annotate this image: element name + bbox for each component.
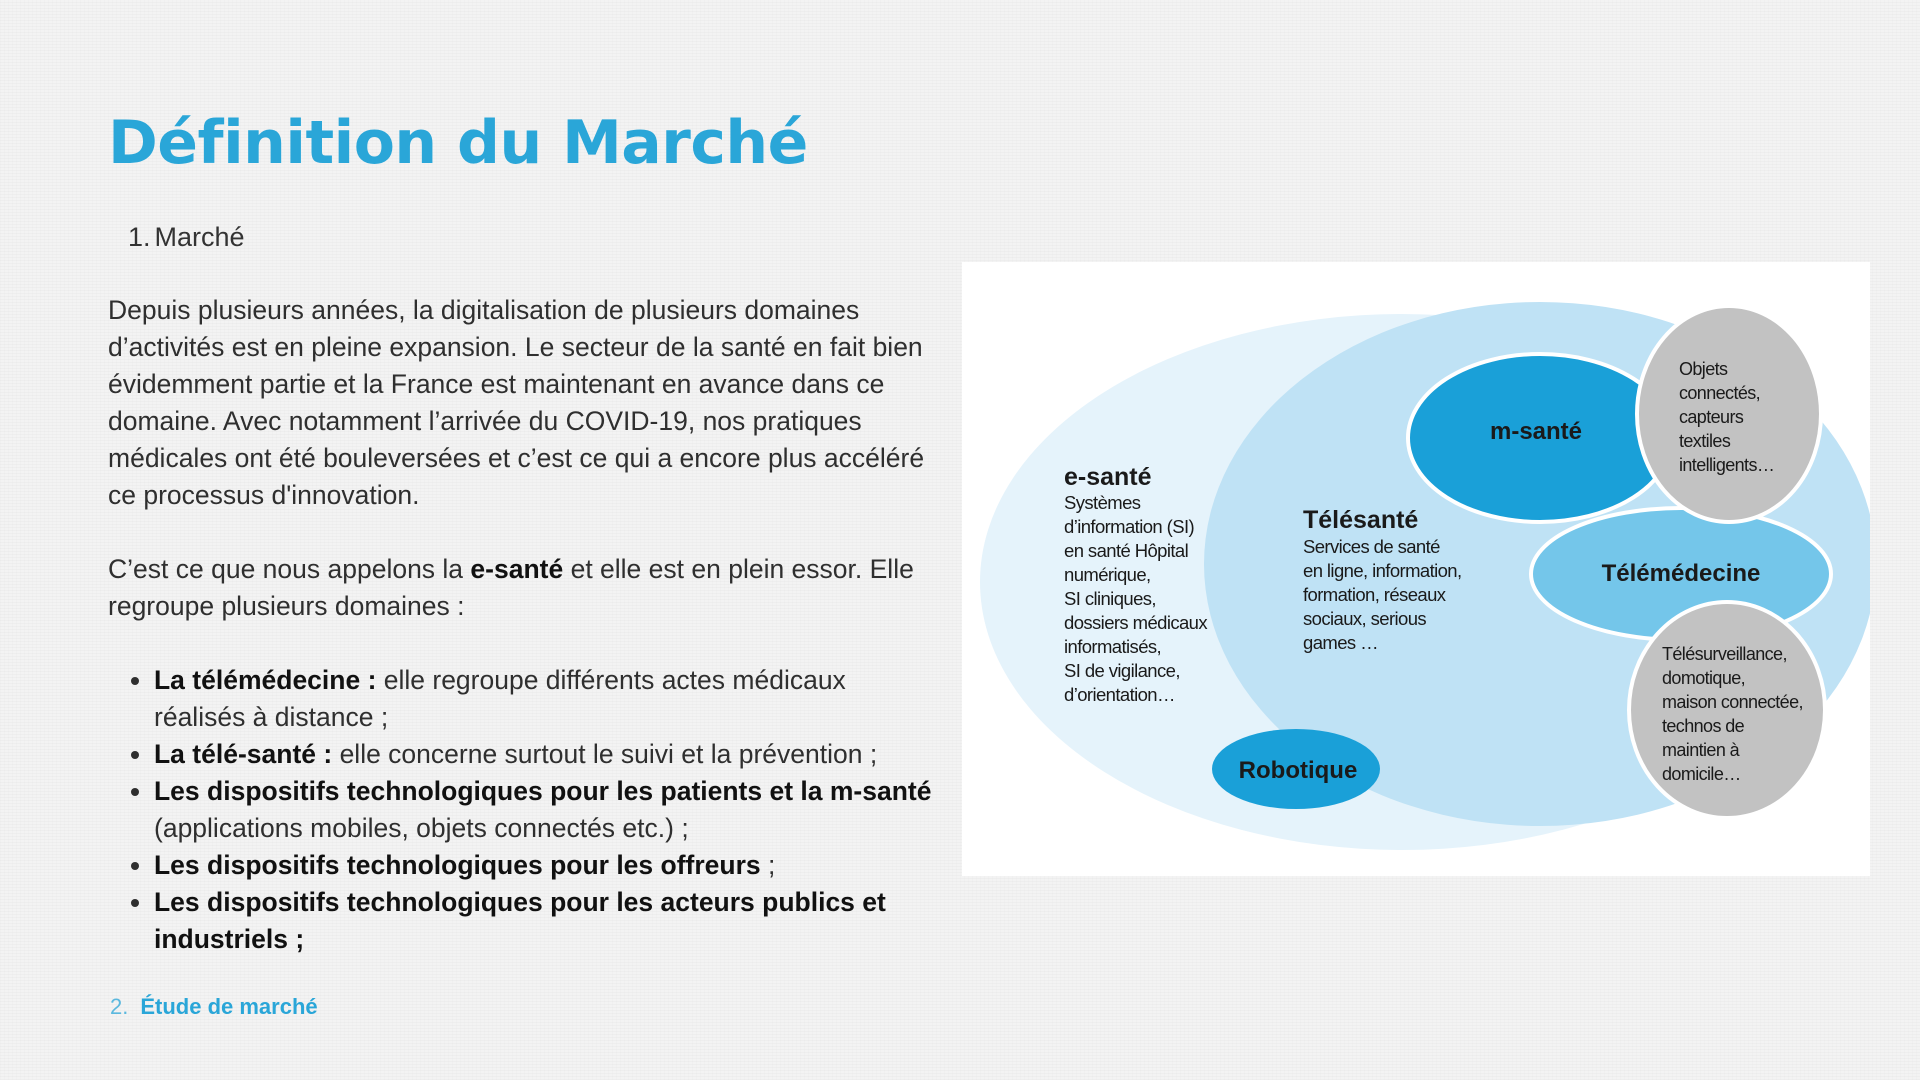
esante-line: Systèmes	[1064, 492, 1141, 513]
section-2-label: Étude de marché	[140, 994, 318, 1019]
list-item	[154, 884, 944, 958]
esante-line: numérique,	[1064, 564, 1151, 585]
esante-line: en santé Hôpital	[1064, 540, 1189, 561]
list-item	[154, 847, 944, 884]
objets-line: capteurs	[1679, 407, 1744, 427]
domain-list	[108, 662, 944, 958]
telesurveillance-line: technos de	[1662, 716, 1745, 736]
paragraph-esante	[108, 551, 944, 625]
section-2-link[interactable]	[110, 994, 318, 1020]
list-item-bold: Les dispositifs technologiques pour les offreurs	[154, 850, 761, 880]
paragraph-intro: Depuis plusieurs années, la digitalisation de plusieurs domaines d’activités est en pleine expansion. Le secteur de la santé en fait bien évidemment partie et la France est maintenant en avance dans ce domaine. Avec notamment l’arrivée du COVID-19, nos pratiques médicales ont été bouleversées et c’est ce qui a encore plus accéléré ce processus d'innovation.	[108, 295, 925, 510]
section-1-label: Marché	[154, 222, 245, 252]
section-1-number: 1.	[128, 222, 151, 252]
esante-line: SI de vigilance,	[1064, 660, 1180, 681]
list-item	[154, 736, 944, 773]
telemedecine-title: Télémédecine	[1601, 560, 1761, 587]
telesurveillance-line: domicile…	[1662, 764, 1741, 784]
objets-line: textiles	[1679, 431, 1731, 451]
section-1-heading	[128, 222, 245, 253]
section-2-number: 2.	[110, 994, 129, 1019]
list-item-bold: La télé-santé :	[154, 739, 333, 769]
body-text	[108, 292, 944, 958]
objets-line: intelligents…	[1679, 455, 1775, 475]
paragraph-esante-before: C’est ce que nous appelons la	[108, 554, 471, 584]
list-item-text: elle concerne surtout le suivi et la prévention ;	[332, 739, 878, 769]
esante-line: d’orientation…	[1064, 684, 1175, 705]
list-item-text: (applications mobiles, objets connectés etc.) ;	[154, 813, 689, 843]
telesurveillance-line: maison connectée,	[1662, 692, 1803, 712]
telesante-line: formation, réseaux	[1303, 584, 1446, 605]
list-item-text: ;	[760, 850, 776, 880]
telesante-title: Télésanté	[1303, 506, 1419, 534]
esante-line: SI cliniques,	[1064, 588, 1156, 609]
list-item-text: elle regroupe différents actes médicaux réalisés à distance ;	[154, 665, 846, 732]
telesante-line: en ligne, information,	[1303, 560, 1462, 581]
list-item	[154, 773, 944, 847]
esante-line: informatisés,	[1064, 636, 1162, 657]
slide-title: Définition du Marché	[108, 108, 808, 178]
list-item-bold: Les dispositifs technologiques pour les acteurs publics et industriels ;	[154, 887, 886, 954]
esante-title: e-santé	[1064, 463, 1152, 491]
esante-line: dossiers médicaux	[1064, 612, 1208, 633]
telesurveillance-line: maintien à	[1662, 740, 1740, 760]
objets-line: connectés,	[1679, 383, 1761, 403]
telesante-line: Services de santé	[1303, 536, 1440, 557]
esante-line: d’information (SI)	[1064, 516, 1195, 537]
esante-diagram	[962, 262, 1870, 876]
telesurveillance-line: Télésurveillance,	[1662, 644, 1787, 664]
objets-line: Objets	[1679, 359, 1728, 379]
msante-title: m-santé	[1489, 418, 1583, 445]
telesurveillance-line: domotique,	[1662, 668, 1746, 688]
telesante-line: games …	[1303, 632, 1378, 653]
list-item-bold: La télémédecine :	[154, 665, 377, 695]
list-item-bold: Les dispositifs technologiques pour les patients et la m-santé	[154, 776, 932, 806]
telesante-line: sociaux, serious	[1303, 608, 1427, 629]
paragraph-esante-bold: e-santé	[470, 554, 564, 584]
paragraph-esante-after: et elle est en plein essor. Elle regroupe plusieurs domaines :	[108, 554, 914, 621]
robotique-title: Robotique	[1238, 757, 1358, 784]
list-item	[154, 662, 944, 736]
